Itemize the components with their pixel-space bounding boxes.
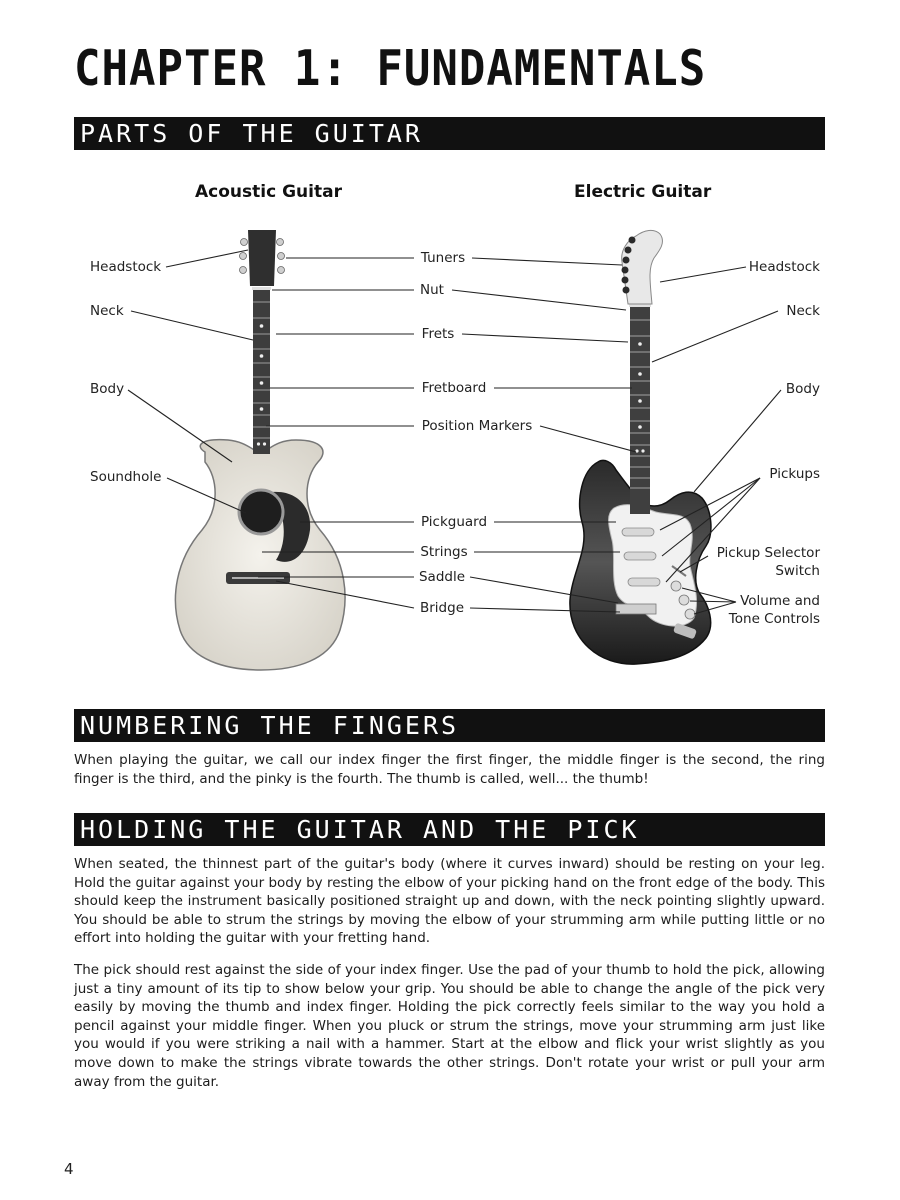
page-number: 4 [64, 1160, 74, 1178]
holding-paragraph-1: When seated, the thinnest part of the guitar's body (where it curves inward) should be resting on your leg. Hold the guitar against your body by resting the elbow of your picking hand on the front edge of the body. This should keep the instrument basically positioned straight up and down, with the neck pointing slightly upward. You should be able to strum the strings by moving the elbow of your strumming arm while putting little or no effort into holding the guitar with your fretting hand. [74, 856, 825, 947]
acoustic-guitar-illustration [175, 230, 345, 670]
electric-bridge [616, 604, 656, 614]
label-position-markers: Position Markers [421, 418, 533, 434]
label-pickup-selector-line1: Pickup Selector [716, 545, 820, 561]
label-acoustic-body: Body [90, 381, 125, 397]
acoustic-neck [253, 288, 270, 454]
chapter-title: CHAPTER 1: FUNDAMENTALS [74, 40, 707, 98]
label-strings: Strings [420, 544, 468, 560]
section-heading-parts: PARTS OF THE GUITAR [74, 117, 825, 150]
label-bridge: Bridge [419, 600, 465, 616]
electric-neck [630, 306, 650, 514]
label-electric-headstock: Headstock [748, 259, 820, 275]
electric-guitar-heading: Electric Guitar [574, 182, 712, 202]
electric-guitar-illustration [570, 230, 711, 664]
label-pickguard: Pickguard [420, 514, 488, 530]
label-electric-body: Body [785, 381, 820, 397]
label-volume-line2: Tone Controls [728, 611, 820, 627]
label-frets: Frets [421, 326, 455, 342]
acoustic-headstock [248, 230, 276, 286]
label-acoustic-headstock: Headstock [90, 259, 162, 275]
acoustic-body [175, 440, 345, 670]
acoustic-soundhole [239, 490, 283, 534]
label-electric-neck: Neck [786, 303, 820, 319]
label-nut: Nut [420, 282, 444, 298]
label-fretboard: Fretboard [421, 380, 487, 396]
acoustic-guitar-heading: Acoustic Guitar [195, 182, 342, 202]
label-saddle: Saddle [418, 569, 466, 585]
label-volume-line1: Volume and [740, 593, 820, 609]
numbering-paragraph: When playing the guitar, we call our index finger the first finger, the middle finger is the second, the ring finger is the third, and the pinky is the fourth. The thumb is called, well... the thumb! [74, 752, 825, 787]
label-pickups: Pickups [769, 466, 820, 482]
section-heading-holding: HOLDING THE GUITAR AND THE PICK [74, 813, 825, 846]
label-pickup-selector-line2: Switch [775, 563, 820, 579]
label-tuners: Tuners [420, 250, 466, 266]
holding-paragraph-2: The pick should rest against the side of your index finger. Use the pad of your thumb to hold the pick, allowing just a tiny amount of its tip to show below your grip. You should be able to change the angle of the pick very easily by moving the thumb and index finger. Holding the pick correctly feels similar to the way you hold a pencil against your middle finger. When you pluck or strum the strings, move your strumming arm just like you would if you were striking a nail with a hammer. Start at the elbow and flick your wrist slightly as you move down to make the strings vibrate towards the other strings. Don't rotate your wrist or pull your arm away from the guitar. [74, 962, 825, 1090]
label-soundhole: Soundhole [90, 469, 162, 485]
label-acoustic-neck: Neck [90, 303, 124, 319]
section-heading-numbering: NUMBERING THE FINGERS [74, 709, 825, 742]
